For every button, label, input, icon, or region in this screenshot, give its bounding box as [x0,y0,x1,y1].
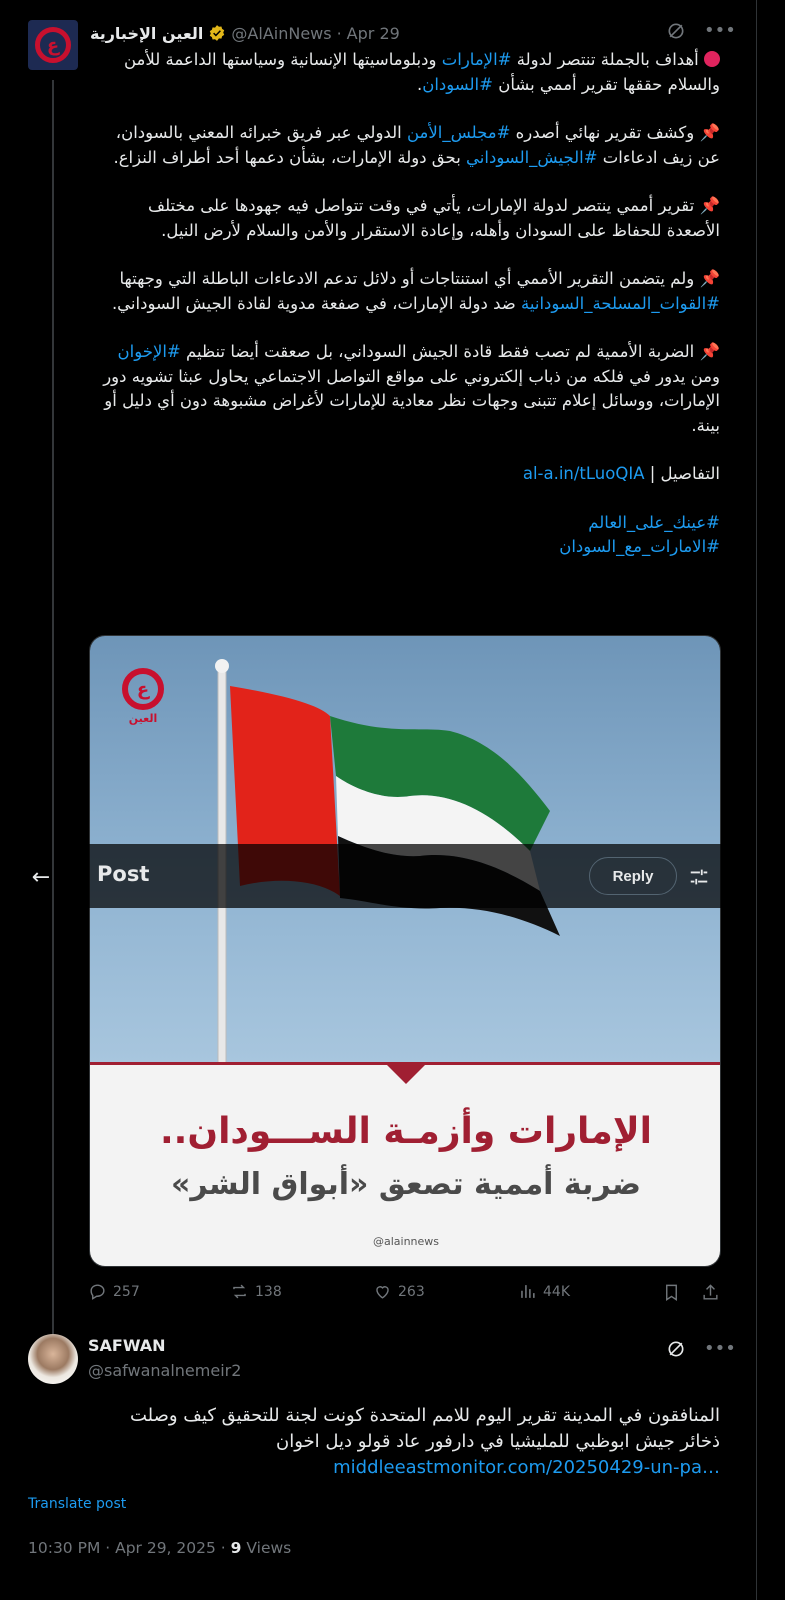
stop-sign-emoji-icon [704,51,720,67]
reply-action[interactable] [88,1282,140,1301]
tweet2-link[interactable]: middleeastmonitor.com/20250429-un-pa… [333,1457,720,1478]
tweet2-views-label: Views [241,1539,292,1557]
paragraph-4 [90,267,720,316]
alain-news-avatar[interactable] [28,20,78,70]
tweet2-views-count: 9 [230,1539,242,1557]
tweet1-media-image[interactable] [89,635,721,1267]
p2-text-a: وكشف تقرير نهائي أصدره [510,123,700,142]
translate-post-link[interactable]: Translate post [28,1496,127,1512]
more-options-icon[interactable]: ••• [704,1338,736,1359]
reply-icon [88,1282,107,1301]
share-icon[interactable] [701,1283,720,1302]
hashtag-line-2 [90,535,720,560]
banner-pointer [384,1062,428,1084]
hashtag-line-1 [90,511,720,536]
media-logo-word: العين [128,712,158,725]
p5-text-b: ومن يدور في فلكه من ذباب إلكتروني على مواقع التواصل الاجتماعي يحاول عبثا تشويه دور الإمارات، ووسائل إعلام تتبنى وجهات نظر معادية للإمارات لأغراض مشبوهة دون أي دليل أو بينة. [103,366,720,435]
hashtag-brotherhood[interactable]: #الإخوان [117,342,181,361]
p1-text-a: أهداف بالجملة تنتصر لدولة [511,50,704,69]
analytics-icon [518,1282,537,1301]
verified-gold-badge-icon [208,24,226,42]
views-action[interactable] [518,1282,570,1301]
hashtag-sudan[interactable]: #السودان [422,74,493,94]
hashtag-sudanese-army[interactable]: #الجيش_السوداني [466,147,598,167]
reply-button[interactable]: Reply [589,857,677,895]
p4-text-a: ولم يتضمن التقرير الأممي أي استنتاجات أو دلائل تدعم الادعاءات الباطلة التي وجهتها [119,269,700,288]
grok-explain-icon[interactable] [666,21,686,41]
tweet2-handle[interactable]: @safwanalnemeir2 [88,1361,242,1380]
avatar-logo-letter: ع [46,34,60,56]
alain-logo-icon [35,27,71,63]
tweet1-header [90,20,400,46]
pushpin-emoji-icon: 📌 [699,196,720,215]
tweet1-text [90,48,720,560]
hashtag-eye-on-world[interactable]: #عينك_على_العالم [588,512,720,532]
details-link[interactable]: al-a.in/tLuoQIA [522,464,645,483]
heart-icon [373,1282,392,1301]
banner-headline-1: الإمارات وأزمـة الســـودان.. [160,1111,652,1152]
thread-connector-line [52,80,54,1335]
paragraph-3 [90,194,720,243]
tweet2-line-2: ذخائر جيش ابوظبي للمليشيا في دارفور عاد قولو ديل اخوان [276,1431,720,1452]
hashtag-security-council[interactable]: #مجلس_الأمن [406,123,511,142]
column-border [756,0,757,1600]
flagpole-finial [215,659,229,673]
tweet2-line-1: المنافقون في المدينة تقرير اليوم للامم المتحدة كونت لجنة للتحقيق كيف وصلت [129,1405,720,1426]
paragraph-1 [90,48,720,97]
alain-watermark-logo [118,668,168,725]
repost-icon [230,1282,249,1301]
banner-source-tag: @alainnews [372,1235,440,1248]
alain-logo-icon [122,668,164,710]
reply-count: 257 [113,1283,140,1300]
hashtag-emirates-with-sudan[interactable]: #الامارات_مع_السودان [559,537,720,556]
tweet2-display-name[interactable]: SAFWAN [88,1336,166,1355]
tweet2-header-actions [666,1338,736,1359]
tweet2-text [28,1403,720,1481]
tweet2-meta [28,1539,291,1557]
media-logo-letter: ع [136,678,150,700]
like-count: 263 [398,1283,425,1300]
p1-text-b: ودبلوماسيتها الإنسانية وسياستها الداعمة للأمن والسلام حققها تقرير أممي بشأن [123,50,720,94]
banner-headline-2: ضربة أممية تصعق «أبواق الشر» [170,1167,642,1202]
p2-text-b: الدولي عبر فريق خبرائه المعني بالسودان، عن زيف ادعاءات [115,123,720,167]
pushpin-emoji-icon: 📌 [699,123,720,142]
tweet1-date[interactable]: Apr 29 [346,23,400,43]
paragraph-5 [90,340,720,438]
view-count: 44K [543,1283,570,1300]
repost-action[interactable] [230,1282,282,1301]
details-label: التفاصيل | [644,464,720,483]
p1-text-c: . [416,74,423,94]
headline-banner [90,1062,721,1267]
tweet1-handle[interactable]: @AlAinNews [231,23,332,43]
p3-text: تقرير أممي ينتصر لدولة الإمارات، يأتي في وقت تتواصل فيه جهودها على مختلف الأصعدة للحفاظ على السودان وأهله، وإعادة الاستقرار والأمن والسلام لأرض النيل. [148,196,720,240]
repost-count: 138 [255,1283,282,1300]
like-action[interactable] [373,1282,425,1301]
safwan-avatar[interactable] [28,1334,78,1384]
more-options-icon[interactable]: ••• [704,20,736,41]
tweet1-action-bar [88,1282,720,1308]
p2-text-c: بحق دولة الإمارات، بشأن دعمها أحد أطراف النزاع. [113,147,467,167]
hashtag-sudanese-armed-forces[interactable]: #القوات_المسلحة_السودانية [521,293,720,313]
back-arrow-icon[interactable]: ← [31,864,51,890]
grok-explain-icon[interactable] [666,1339,686,1359]
tweet1-header-actions [666,20,736,41]
reply-settings-icon[interactable] [688,866,710,888]
pushpin-emoji-icon: 📌 [699,342,720,361]
pushpin-emoji-icon: 📌 [699,269,720,288]
post-header-title: Post [97,862,150,886]
separator-dot: · [336,23,342,43]
details-line [90,462,720,487]
bookmark-icon[interactable] [662,1283,681,1302]
paragraph-2 [90,121,720,170]
p5-text-a: الضربة الأممية لم تصب فقط قادة الجيش السوداني، بل صعقت أيضا تنظيم [180,342,700,361]
hashtag-emirates[interactable]: #الإمارات [441,50,512,69]
tweet2-timestamp[interactable]: 10:30 PM · Apr 29, 2025 · [28,1539,231,1557]
tweet1-display-name[interactable]: العين الإخبارية [90,23,204,43]
p4-text-b: ضد دولة الإمارات، في صفعة مدوية لقادة الجيش السوداني. [111,293,522,313]
